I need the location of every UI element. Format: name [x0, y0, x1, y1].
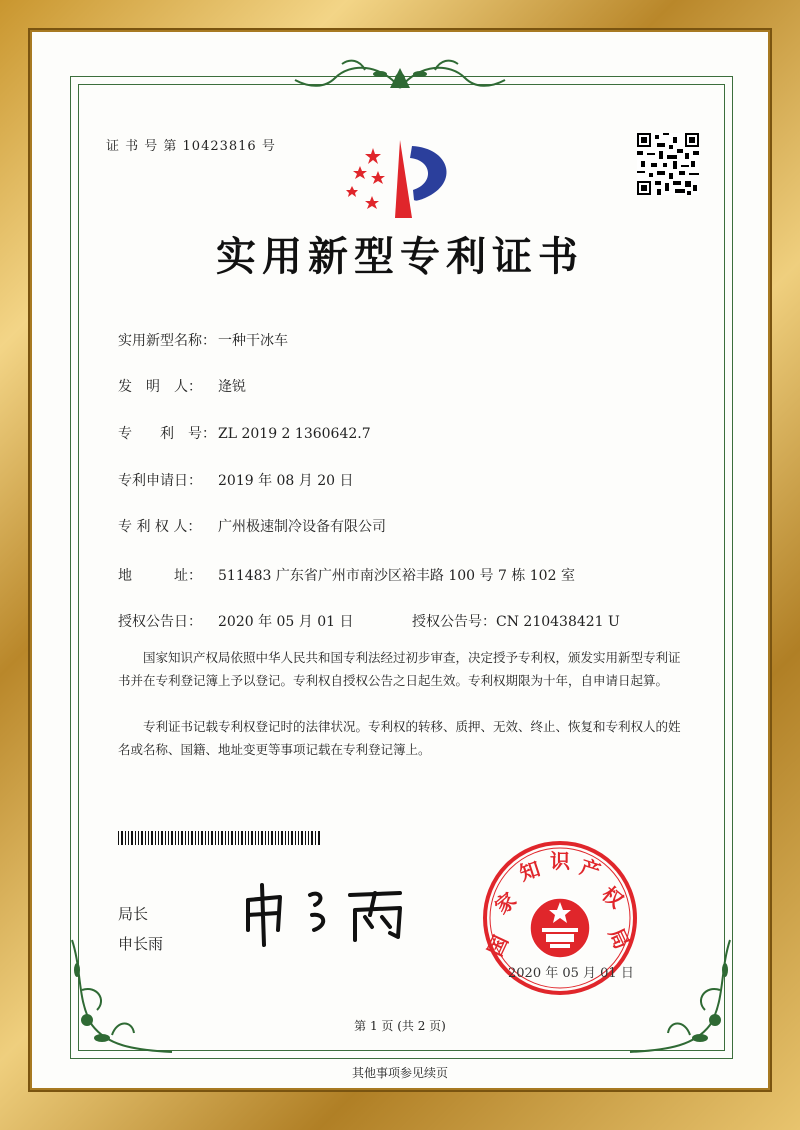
page-number: 第 1 页 (共 2 页) [354, 1019, 446, 1033]
svg-text:产: 产 [577, 854, 604, 884]
barcode [118, 830, 320, 844]
field-grant-date [118, 611, 354, 631]
field-value: 广州极速制冷设备有限公司 [218, 519, 386, 535]
legal-status-statement: 专利证书记载专利权登记时的法律状况。专利权的转移、质押、无效、终止、恢复和专利权人的姓名或名称、国籍、地址变更等事项记载在专利登记簿上。 [118, 719, 681, 757]
grant-statement: 国家知识产权局依照中华人民共和国专利法经过初步审查，决定授予专利权，颁发实用新型专利证书并在专利登记簿上予以登记。专利权自授权公告之日起生效。专利权期限为十年，自申请日起算。 [118, 650, 681, 688]
field-application-date [118, 470, 354, 490]
field-patentee [118, 516, 386, 536]
field-address [118, 565, 575, 585]
field-utility-model-name [118, 330, 288, 350]
field-label: 授权公告号： [412, 614, 496, 630]
field-value: 2019 年 08 月 20 日 [218, 473, 354, 489]
svg-text:家: 家 [489, 887, 521, 919]
svg-text:局: 局 [603, 924, 635, 953]
field-label: 发 明 人： [118, 379, 202, 395]
field-value: 511483 广东省广州市南沙区裕丰路 100 号 7 栋 102 室 [218, 568, 575, 584]
field-value: 一种干冰车 [218, 333, 288, 349]
field-label: 授权公告日： [118, 614, 202, 630]
svg-text:权: 权 [597, 881, 629, 913]
svg-text:知: 知 [516, 856, 543, 886]
field-grant-number [412, 611, 620, 631]
field-value: 2020 年 05 月 01 日 [218, 614, 354, 630]
signature-title: 局长 [118, 905, 149, 923]
field-inventor [118, 376, 246, 396]
svg-text:国: 国 [482, 931, 514, 960]
field-value: 逄锐 [218, 379, 246, 395]
certificate-title: 实用新型专利证书 [216, 234, 584, 280]
seal-date: 2020 年 05 月 01 日 [508, 966, 634, 981]
footer-note: 其他事项参见续页 [351, 1066, 448, 1080]
field-label: 实用新型名称： [118, 333, 216, 349]
qr-code-icon [637, 133, 699, 195]
field-value: ZL 2019 2 1360642.7 [218, 426, 371, 442]
signatory-name: 申长雨 [118, 935, 164, 953]
certificate-number: 证 书 号 第 10423816 号 [106, 139, 276, 154]
field-label: 专 利 号： [118, 426, 216, 442]
top-ornament [280, 58, 520, 98]
cnipa-logo-icon [340, 138, 460, 228]
field-patent-number [118, 423, 371, 443]
svg-text:识: 识 [550, 849, 570, 873]
barcode-icon [118, 831, 320, 845]
field-value: CN 210438421 U [496, 614, 620, 630]
field-label: 专 利 权 人： [118, 519, 202, 535]
field-label: 地 址： [118, 568, 202, 584]
handwritten-signature [240, 875, 420, 950]
field-label: 专利申请日： [118, 473, 202, 489]
